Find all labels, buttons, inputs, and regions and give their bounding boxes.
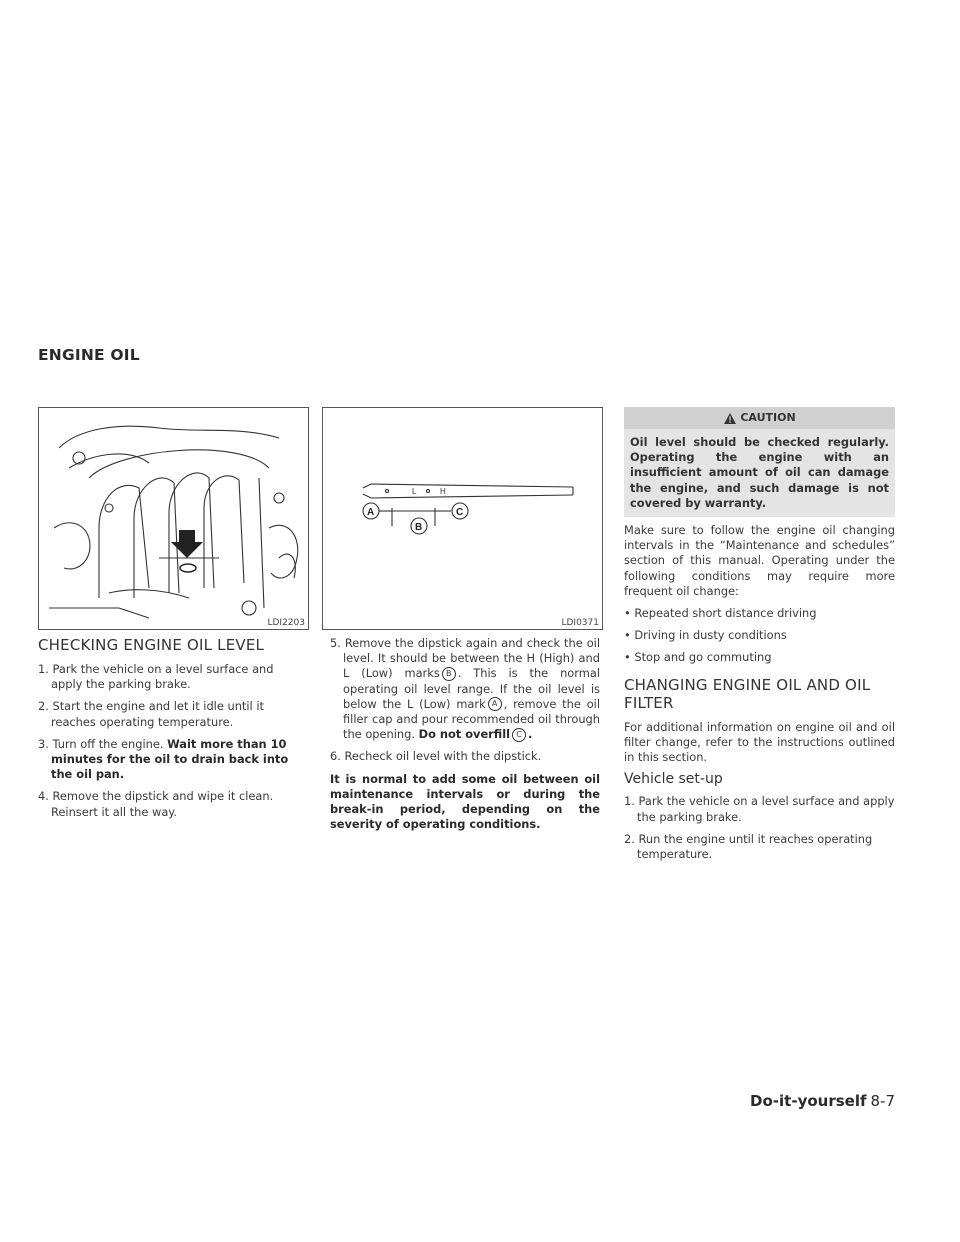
dipstick-illustration	[323, 408, 602, 629]
engine-illustration	[39, 408, 308, 629]
mark-b-badge: B	[442, 667, 456, 681]
setup-step-1: 1. Park the vehicle on a level surface and apply the parking brake.	[624, 794, 895, 824]
setup-step-2: 2. Run the engine until it reaches operating temperature.	[624, 831, 873, 862]
dipstick-figure	[322, 407, 603, 630]
column-2	[330, 636, 600, 839]
step-3: 3. Turn off the engine. Wait more than 10 minutes for the oil to drain back into the oil pan.	[38, 736, 289, 782]
caution-text: Oil level should be checked regularly. Operating the engine with an insufficient amount of oil can damage the engine, and such damage is not covered by warranty.	[624, 429, 895, 517]
vehicle-setup-heading: Vehicle set-up	[624, 771, 723, 788]
oil-note: It is normal to add some oil between oil maintenance intervals or during the break-in period, depending on the severity of operating conditions.	[330, 771, 600, 832]
chapter-name: Do-it-yourself	[750, 1092, 867, 1110]
mark-a-badge: A	[488, 697, 502, 711]
step-5: 5. Remove the dipstick again and check the oil level. It should be between the H (High) and L (Low) marks B . This is the normal operating oil level range. If the oil level is below the L (Low) mark A , remove the oil filler cap and pour recommended oil through the opening. Do not overfill C .	[330, 636, 600, 742]
step-6: 6. Recheck oil level with the dipstick.	[330, 749, 542, 764]
mark-c-badge: C	[512, 728, 526, 742]
changing-oil-heading: CHANGING ENGINE OIL AND OIL FILTER	[624, 675, 871, 712]
step-1: 1. Park the vehicle on a level surface and apply the parking brake.	[38, 662, 274, 692]
bullet-item: • Stop and go commuting	[624, 650, 772, 665]
paragraph: For additional information on engine oil and oil filter change, refer to the instructions outlined in this section.	[624, 719, 895, 765]
engine-figure	[38, 407, 309, 630]
page-footer	[750, 1092, 895, 1110]
mark-a-label: A	[367, 507, 375, 518]
checking-oil-heading: CHECKING ENGINE OIL LEVEL	[38, 636, 265, 654]
mark-c-label: C	[456, 507, 464, 518]
step-2: 2. Start the engine and let it idle until it reaches operating temperature.	[38, 699, 264, 729]
paragraph: Make sure to follow the engine oil changing intervals in the “Maintenance and schedules” section of this manual. Operating under the following conditions may require more frequent oil change:	[624, 523, 895, 598]
page-number: 8-7	[870, 1092, 895, 1110]
bullet-item: • Driving in dusty conditions	[624, 628, 787, 643]
dipstick-mark-h: H	[440, 487, 446, 496]
section-title: ENGINE OIL	[38, 346, 140, 364]
figure-label: LDI0371	[561, 618, 599, 628]
dipstick-mark-l: L	[412, 487, 417, 496]
column-1	[38, 636, 308, 827]
caution-header: CAUTION	[624, 407, 895, 429]
warning-icon	[723, 412, 737, 425]
bullet-item: • Repeated short distance driving	[624, 606, 817, 621]
mark-b-label: B	[415, 522, 423, 533]
step-4: 4. Remove the dipstick and wipe it clean. Reinsert it all the way.	[38, 789, 274, 819]
figure-label: LDI2203	[267, 618, 305, 628]
column-3	[624, 407, 895, 869]
